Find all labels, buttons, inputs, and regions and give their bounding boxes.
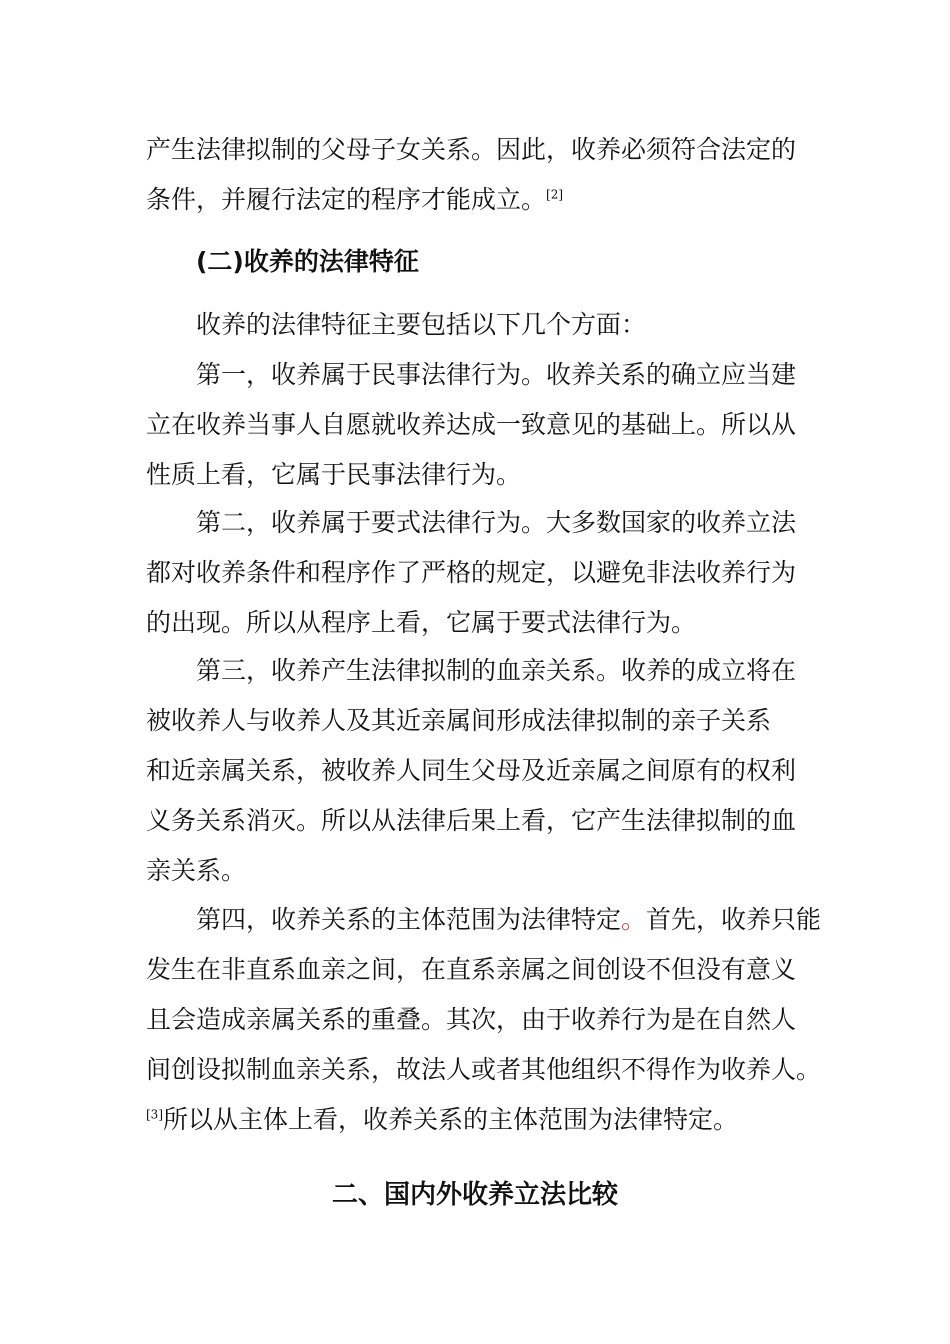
- third-paragraph: [146, 646, 836, 896]
- text-line: 收养的法律特征主要包括以下几个方面：: [196, 310, 647, 339]
- text-line: 性质上看，它属于民事法律行为。: [146, 460, 522, 489]
- footnote-ref[interactable]: [3]: [146, 1107, 163, 1122]
- text-line: 第二，收养属于要式法律行为。大多数国家的收养立法: [196, 508, 797, 537]
- text-line: [146, 895, 836, 945]
- section-subheading: (二)收养的法律特征: [196, 247, 419, 276]
- highlighted-period: 。: [621, 905, 647, 934]
- text-line: 都对收养条件和程序作了严格的规定，以避免非法收养行为: [146, 558, 797, 587]
- lead-paragraph: [146, 300, 836, 350]
- text-segment: 首先，收养只能: [646, 905, 822, 934]
- text-line: 立在收养当事人自愿就收养达成一致意见的基础上。所以从: [146, 410, 797, 439]
- text-line: 被收养人与收养人及其近亲属间形成法律拟制的亲子关系: [146, 706, 772, 735]
- text-line: 且会造成亲属关系的重叠。其次，由于收养行为是在自然人: [146, 1005, 797, 1034]
- intro-paragraph: [146, 125, 836, 225]
- text-segment: 第四，收养关系的主体范围为法律特定: [196, 905, 622, 934]
- footnote-ref[interactable]: [2]: [546, 187, 564, 202]
- fourth-paragraph: [146, 895, 836, 1145]
- second-paragraph: [146, 498, 836, 648]
- text-segment: 条件，并履行法定的程序才能成立。: [146, 185, 547, 214]
- text-line: 和近亲属关系，被收养人同生父母及近亲属之间原有的权利: [146, 756, 797, 785]
- text-line: 义务关系消灭。所以从法律后果上看，它产生法律拟制的血: [146, 806, 797, 835]
- text-line: 第一，收养属于民事法律行为。收养关系的确立应当建: [196, 360, 797, 389]
- section-heading: 二、国内外收养立法比较: [331, 1180, 618, 1210]
- text-segment: 所以从主体上看，收养关系的主体范围为法律特定。: [163, 1105, 739, 1134]
- text-line: 发生在非直系血亲之间，在直系亲属之间创设不但没有意义: [146, 955, 797, 984]
- text-line: 产生法律拟制的父母子女关系。因此，收养必须符合法定的: [146, 135, 797, 164]
- text-line: 第三，收养产生法律拟制的血亲关系。收养的成立将在: [196, 656, 797, 685]
- text-line: [146, 1095, 836, 1145]
- first-paragraph: [146, 350, 836, 500]
- text-line: [146, 175, 836, 225]
- text-line: 间创设拟制血亲关系，故法人或者其他组织不得作为收养人。: [146, 1055, 822, 1084]
- text-line: 的出现。所以从程序上看，它属于要式法律行为。: [146, 608, 697, 637]
- text-line: 亲关系。: [146, 856, 247, 885]
